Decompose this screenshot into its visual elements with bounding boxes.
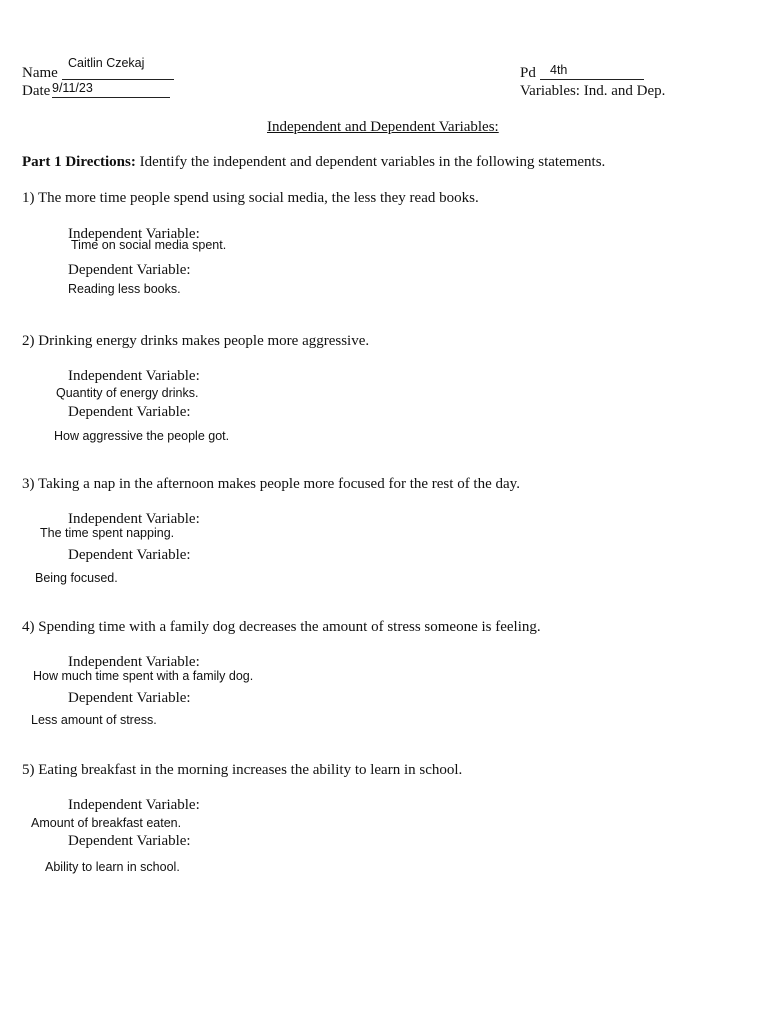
date-label: Date bbox=[22, 83, 51, 99]
question-3-dependent-answer[interactable]: Being focused. bbox=[35, 571, 118, 585]
page-title: Independent and Dependent Variables: bbox=[267, 119, 499, 135]
question-5-independent-answer[interactable]: Amount of breakfast eaten. bbox=[31, 816, 182, 830]
question-2-statement: 2) Drinking energy drinks makes people more aggressive. bbox=[22, 333, 370, 349]
question-1-dependent-label: Dependent Variable: bbox=[68, 262, 191, 278]
question-2-dependent-answer[interactable]: How aggressive the people got. bbox=[54, 429, 230, 443]
pd-label: Pd bbox=[520, 65, 536, 81]
question-5-statement: 5) Eating breakfast in the morning increases the ability to learn in school. bbox=[22, 762, 463, 778]
question-5-independent-label: Independent Variable: bbox=[68, 797, 200, 813]
question-1-independent-label: Independent Variable: bbox=[68, 226, 200, 242]
question-2-independent-label: Independent Variable: bbox=[68, 368, 200, 384]
question-4-dependent-label: Dependent Variable: bbox=[68, 690, 191, 706]
question-1-dependent-answer[interactable]: Reading less books. bbox=[68, 282, 181, 296]
question-3-independent-label: Independent Variable: bbox=[68, 511, 200, 527]
question-4-statement: 4) Spending time with a family dog decreases the amount of stress someone is feeling. bbox=[22, 619, 541, 635]
directions-label: Part 1 Directions: bbox=[22, 154, 136, 170]
question-3-dependent-label: Dependent Variable: bbox=[68, 547, 191, 563]
question-4-independent-answer[interactable]: How much time spent with a family dog. bbox=[33, 669, 254, 683]
directions bbox=[22, 153, 605, 171]
name-line bbox=[62, 79, 174, 80]
name-value[interactable]: Caitlin Czekaj bbox=[68, 56, 145, 70]
question-3-independent-answer[interactable]: The time spent napping. bbox=[40, 526, 175, 540]
question-5-dependent-label: Dependent Variable: bbox=[68, 833, 191, 849]
question-2-dependent-label: Dependent Variable: bbox=[68, 404, 191, 420]
question-3-statement: 3) Taking a nap in the afternoon makes people more focused for the rest of the day. bbox=[22, 476, 520, 492]
question-5-dependent-answer[interactable]: Ability to learn in school. bbox=[45, 860, 180, 874]
date-line bbox=[52, 97, 170, 98]
question-1-statement: 1) The more time people spend using social media, the less they read books. bbox=[22, 190, 479, 206]
pd-line bbox=[540, 79, 644, 80]
question-1-independent-answer[interactable]: Time on social media spent. bbox=[71, 238, 227, 252]
pd-value[interactable]: 4th bbox=[550, 63, 568, 77]
directions-text: Identify the independent and dependent variables in the following statements. bbox=[139, 154, 606, 170]
name-label: Name bbox=[22, 65, 58, 81]
question-4-dependent-answer[interactable]: Less amount of stress. bbox=[31, 713, 157, 727]
date-value[interactable]: 9/11/23 bbox=[52, 81, 93, 95]
question-4-independent-label: Independent Variable: bbox=[68, 654, 200, 670]
topic-label: Variables: Ind. and Dep. bbox=[520, 83, 666, 99]
question-2-independent-answer[interactable]: Quantity of energy drinks. bbox=[56, 386, 199, 400]
